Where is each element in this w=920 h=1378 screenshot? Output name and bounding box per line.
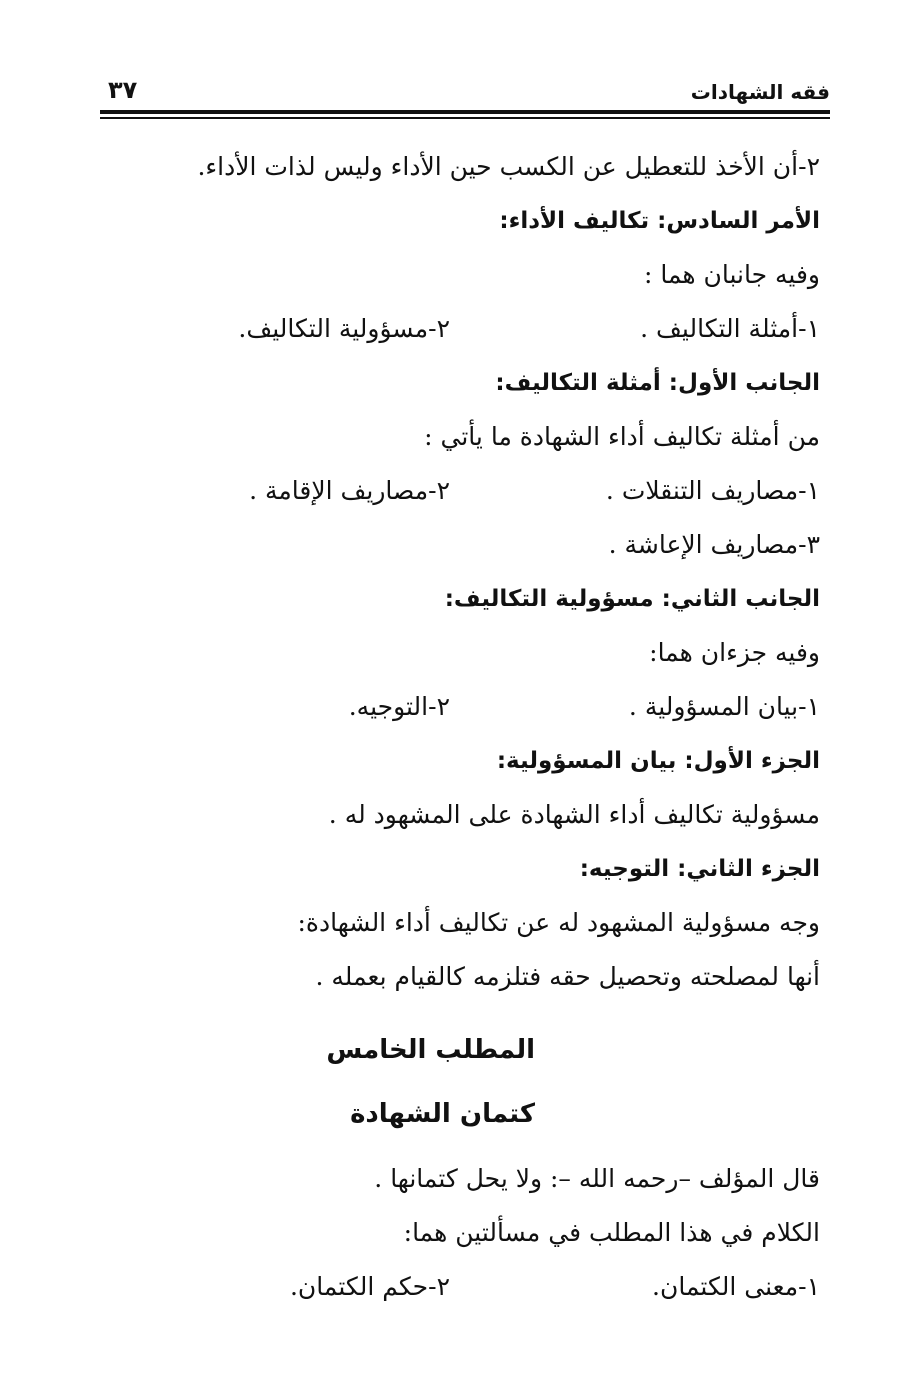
list-item: ١-بيان المسؤولية .	[628, 692, 820, 721]
paragraph: وجه مسؤولية المشهود له عن تكاليف أداء الشهادة:	[297, 908, 820, 937]
section-subtitle: كتمان الشهادة	[350, 1099, 535, 1129]
page-number: ٣٧	[108, 76, 138, 104]
list-row	[100, 680, 820, 734]
subheading: الجزء الثاني: التوجيه:	[579, 856, 820, 882]
page-header	[100, 72, 830, 120]
subheading: الجزء الأول: بيان المسؤولية:	[496, 748, 820, 774]
paragraph: أنها لمصلحته وتحصيل حقه فتلزمه كالقيام بعمله .	[315, 962, 820, 991]
header-rule-thick	[100, 110, 830, 114]
list-item: ٢-حكم الكتمان.	[289, 1272, 450, 1301]
subheading: الجانب الأول: أمثلة التكاليف:	[495, 370, 820, 396]
list-item: ١-مصاريف التنقلات .	[605, 476, 820, 505]
paragraph: مسؤولية تكاليف أداء الشهادة على المشهود له .	[328, 800, 820, 829]
running-title: فقه الشهادات	[690, 80, 830, 104]
list-item: ٢-مصاريف الإقامة .	[249, 476, 450, 505]
list-row	[100, 302, 820, 356]
list-item: ٢-مسؤولية التكاليف.	[238, 314, 450, 343]
page-body	[100, 140, 820, 1314]
list-item: ٣-مصاريف الإعاشة .	[608, 530, 820, 559]
paragraph: وفيه جانبان هما :	[643, 260, 820, 289]
paragraph: الكلام في هذا المطلب في مسألتين هما:	[403, 1218, 820, 1247]
list-row	[100, 1260, 820, 1314]
subheading: الأمر السادس: تكاليف الأداء:	[499, 208, 820, 234]
header-rule-thin	[100, 117, 830, 119]
list-item: ١-معنى الكتمان.	[652, 1272, 820, 1301]
paragraph: من أمثلة تكاليف أداء الشهادة ما يأتي :	[424, 422, 820, 451]
subheading: الجانب الثاني: مسؤولية التكاليف:	[444, 586, 820, 612]
list-item: ٢-التوجيه.	[348, 692, 450, 721]
paragraph: ٢-أن الأخذ للتعطيل عن الكسب حين الأداء وليس لذات الأداء.	[197, 152, 820, 181]
paragraph: قال المؤلف –رحمه الله –: ولا يحل كتمانها .	[374, 1164, 820, 1193]
section-title: المطلب الخامس	[326, 1035, 535, 1065]
paragraph: وفيه جزءان هما:	[649, 638, 820, 667]
list-row	[100, 464, 820, 518]
list-item: ١-أمثلة التكاليف .	[640, 314, 820, 343]
